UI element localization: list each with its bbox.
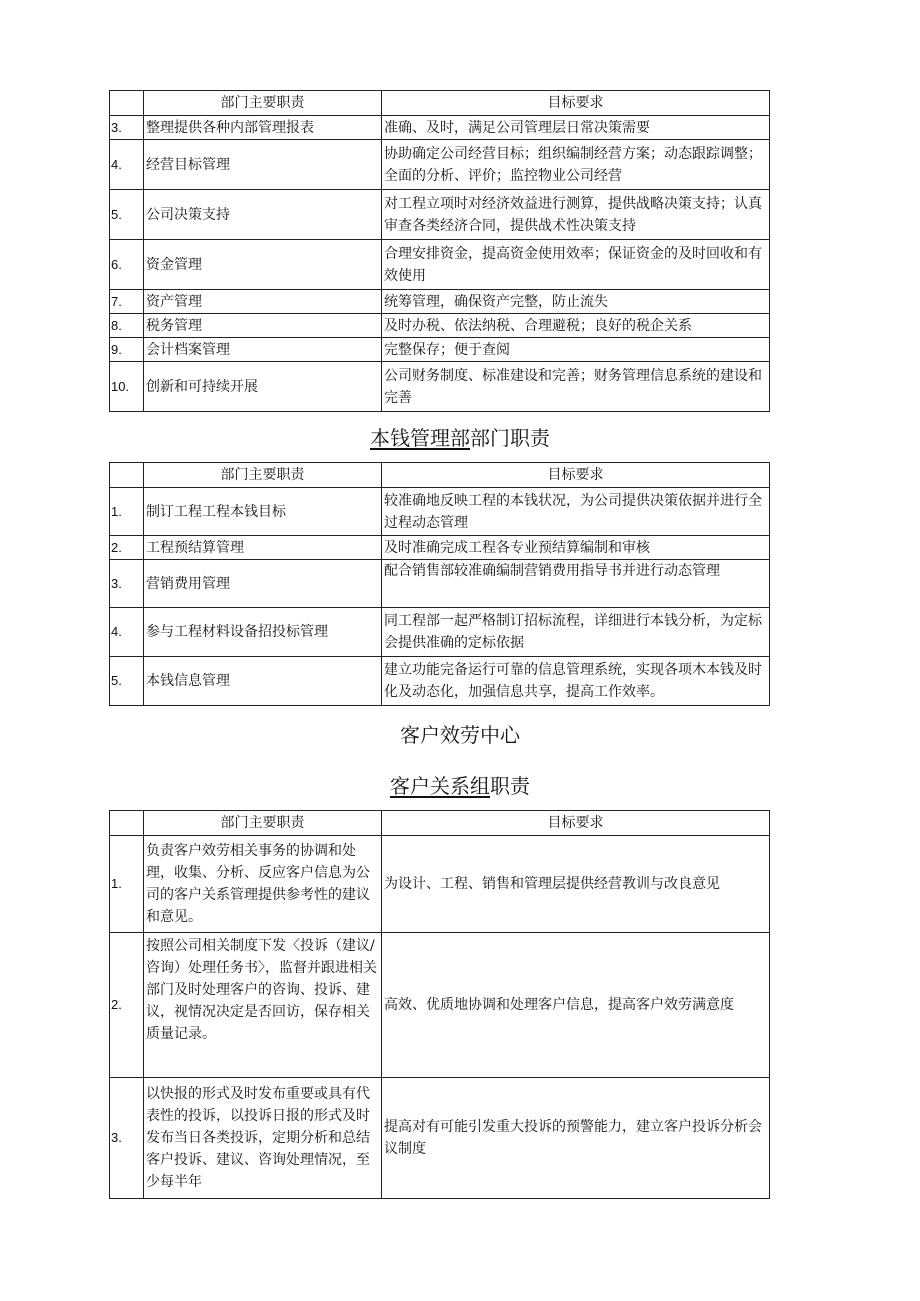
row-duty: 参与工程材料设备招投标管理 — [144, 608, 382, 657]
row-target: 高效、优质地协调和处理客户信息，提高客户效劳满意度 — [382, 933, 770, 1078]
row-target: 对工程立项时对经济效益进行测算，提供战略决策支持；认真审查各类经济合同，提供战术性决策支持 — [382, 190, 770, 240]
table-row — [110, 560, 770, 608]
row-number: 1. — [110, 488, 144, 536]
row-duty: 会计档案管理 — [144, 338, 382, 362]
relation-group-title-rest: 职责 — [490, 774, 530, 798]
row-duty: 按照公司相关制度下发〈投诉（建议/咨询）处理任务书〉，监督并跟进相关部门及时处理客户的咨询、投诉、建议，视情况决定是否回访，保存相关质量记录。 — [144, 933, 382, 1078]
row-number: 2. — [110, 933, 144, 1078]
header-duty-cell: 部门主要职责 — [144, 811, 382, 836]
row-target: 及时准确完成工程各专业预结算编制和审核 — [382, 536, 770, 560]
row-duty: 负责客户效劳相关事务的协调和处理，收集、分析、反应客户信息为公司的客户关系管理提供参考性的建议和意见。 — [144, 836, 382, 933]
row-duty: 制订工程工程本钱目标 — [144, 488, 382, 536]
finance-duty-table — [109, 90, 770, 412]
header-num-cell — [110, 463, 144, 488]
row-duty: 营销费用管理 — [144, 560, 382, 608]
cost-dept-title-rest: 部门职责 — [470, 426, 550, 450]
header-target-cell: 目标要求 — [382, 811, 770, 836]
row-number: 8. — [110, 314, 144, 338]
table-row — [110, 836, 770, 933]
row-number: 9. — [110, 338, 144, 362]
relation-group-title — [0, 772, 920, 800]
table-row — [110, 362, 770, 412]
row-number: 2. — [110, 536, 144, 560]
table-row — [110, 190, 770, 240]
table-row — [110, 933, 770, 1078]
row-number: 3. — [110, 560, 144, 608]
row-number: 5. — [110, 190, 144, 240]
table-header-row — [110, 811, 770, 836]
row-target: 合理安排资金，提高资金使用效率；保证资金的及时回收和有效使用 — [382, 240, 770, 290]
header-target-cell: 目标要求 — [382, 463, 770, 488]
row-target: 完整保存；便于查阅 — [382, 338, 770, 362]
row-duty: 税务管理 — [144, 314, 382, 338]
row-number: 7. — [110, 290, 144, 314]
cost-dept-title-underlined: 本钱管理部 — [370, 426, 470, 450]
row-duty: 资产管理 — [144, 290, 382, 314]
row-target: 准确、及时，满足公司管理层日常决策需要 — [382, 116, 770, 140]
row-duty: 创新和可持续开展 — [144, 362, 382, 412]
row-duty: 经营目标管理 — [144, 140, 382, 190]
row-target: 协助确定公司经营目标；组织编制经营方案；动态跟踪调整；全面的分析、评价；监控物业公司经营 — [382, 140, 770, 190]
table-header-row — [110, 463, 770, 488]
row-target: 及时办税、依法纳税、合理避税；良好的税企关系 — [382, 314, 770, 338]
row-target: 建立功能完备运行可靠的信息管理系统，实现各项木本钱及时化及动态化，加强信息共享，提高工作效率。 — [382, 657, 770, 706]
row-target: 较准确地反映工程的本钱状况，为公司提供决策依据并进行全过程动态管理 — [382, 488, 770, 536]
table-row — [110, 657, 770, 706]
row-number: 3. — [110, 116, 144, 140]
table-header-row — [110, 91, 770, 116]
relation-duty-table — [109, 810, 770, 1199]
row-duty: 工程预结算管理 — [144, 536, 382, 560]
row-target: 配合销售部较准确编制营销费用指导书并进行动态管理 — [382, 560, 770, 608]
table-row — [110, 338, 770, 362]
row-number: 1. — [110, 836, 144, 933]
header-duty-cell: 部门主要职责 — [144, 463, 382, 488]
row-number: 10. — [110, 362, 144, 412]
service-center-title: 客户效劳中心 — [400, 723, 520, 747]
row-number: 5. — [110, 657, 144, 706]
row-number: 3. — [110, 1078, 144, 1199]
row-target: 统筹管理，确保资产完整，防止流失 — [382, 290, 770, 314]
row-target: 提高对有可能引发重大投诉的预警能力，建立客户投诉分析会议制度 — [382, 1078, 770, 1199]
header-duty-cell: 部门主要职责 — [144, 91, 382, 116]
cost-dept-title — [0, 424, 920, 452]
row-number: 4. — [110, 140, 144, 190]
table-row — [110, 314, 770, 338]
table-row — [110, 116, 770, 140]
table-row — [110, 488, 770, 536]
row-number: 6. — [110, 240, 144, 290]
table-row — [110, 140, 770, 190]
row-duty: 本钱信息管理 — [144, 657, 382, 706]
relation-group-title-underlined: 客户关系组 — [390, 774, 490, 798]
table-row — [110, 290, 770, 314]
cost-duty-table — [109, 462, 770, 706]
table-row — [110, 608, 770, 657]
table-row — [110, 240, 770, 290]
header-num-cell — [110, 811, 144, 836]
row-duty: 资金管理 — [144, 240, 382, 290]
row-target: 为设计、工程、销售和管理层提供经营教训与改良意见 — [382, 836, 770, 933]
row-duty: 以快报的形式及时发布重要或具有代表性的投诉，以投诉日报的形式及时发布当日各类投诉，定期分析和总结客户投诉、建议、咨询处理情况，至少每半年 — [144, 1078, 382, 1199]
row-duty: 公司决策支持 — [144, 190, 382, 240]
table-row — [110, 536, 770, 560]
row-duty: 整理提供各种内部管理报表 — [144, 116, 382, 140]
row-number: 4. — [110, 608, 144, 657]
row-target: 同工程部一起严格制订招标流程，详细进行本钱分析，为定标会提供准确的定标依据 — [382, 608, 770, 657]
table-row — [110, 1078, 770, 1199]
header-num-cell — [110, 91, 144, 116]
row-target: 公司财务制度、标准建设和完善；财务管理信息系统的建设和完善 — [382, 362, 770, 412]
header-target-cell: 目标要求 — [382, 91, 770, 116]
